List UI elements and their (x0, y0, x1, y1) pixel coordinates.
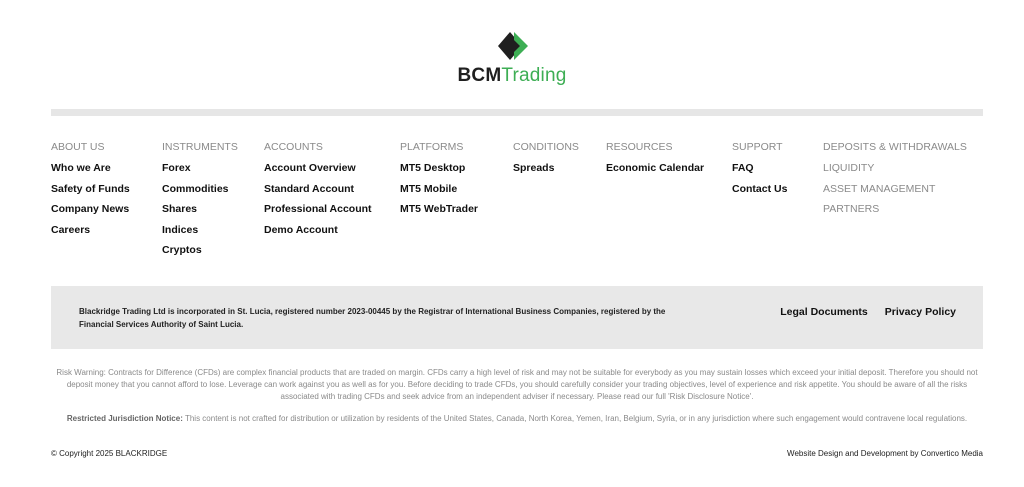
nav-heading-resources[interactable]: RESOURCES (606, 141, 673, 153)
nav-link-who-we-are[interactable]: Who we Are (51, 162, 111, 174)
legal-documents-link[interactable]: Legal Documents (780, 306, 868, 318)
risk-warning: Risk Warning: Contracts for Difference (CFDs) are complex financial products that are traded on margin. CFDs carry a high level of risk and may not be suitable for everybody as you may sustain losses which exceed your initial deposit. Therefore you should not deposit money that you cannot afford to lose. Leverage can work against you as well as for you. Before deciding to trade CFDs, you should carefully consider your trading objectives, level of experience and risk appetite. You should be aware of all the risks associated with trading CFDs and seek advice from an independent adviser if necessary. Please read our full 'Risk Disclosure Notice'. (56, 368, 978, 401)
privacy-policy-link[interactable]: Privacy Policy (884, 306, 956, 318)
nav-link-demo-account[interactable]: Demo Account (264, 223, 338, 236)
restricted-notice-label: Restricted Jurisdiction Notice: (66, 414, 183, 423)
nav-col-accounts (264, 140, 372, 243)
nav-link-economic-calendar[interactable]: Economic Calendar (606, 162, 705, 174)
nav-link-faq[interactable]: FAQ (732, 162, 754, 174)
restricted-notice (51, 413, 983, 425)
nav-link-asset-management[interactable]: ASSET MANAGEMENT (823, 182, 936, 195)
nav-col-deposits (823, 140, 967, 223)
nav-heading-support[interactable]: SUPPORT (732, 141, 783, 153)
nav-link-safety-of-funds[interactable]: Safety of Funds (51, 182, 130, 195)
nav-link-commodities[interactable]: Commodities (162, 182, 229, 195)
design-credit-link[interactable]: Website Design and Development by Convertico Media (787, 449, 983, 458)
nav-col-instruments (162, 140, 238, 264)
nav-link-contact-us[interactable]: Contact Us (732, 182, 788, 195)
nav-heading-conditions[interactable]: CONDITIONS (513, 141, 579, 153)
nav-heading-about[interactable]: ABOUT US (51, 141, 105, 153)
restricted-notice-text: This content is not crafted for distribution or utilization by residents of the United States, Canada, North Korea, Yemen, Iran, Belgium, Syria, or in any jurisdiction where such engagement would contravene local regulations. (182, 414, 968, 423)
nav-link-liquidity[interactable]: LIQUIDITY (823, 162, 875, 174)
nav-link-partners[interactable]: PARTNERS (823, 203, 880, 216)
nav-col-resources (606, 140, 704, 182)
brand-name (458, 65, 567, 87)
nav-heading-accounts[interactable]: ACCOUNTS (264, 141, 323, 153)
nav-link-careers[interactable]: Careers (51, 223, 91, 236)
nav-link-mt5-mobile[interactable]: MT5 Mobile (400, 182, 458, 195)
nav-link-company-news[interactable]: Company News (51, 203, 130, 216)
nav-link-shares[interactable]: Shares (162, 203, 198, 216)
footer-nav (0, 140, 1024, 270)
nav-link-spreads[interactable]: Spreads (513, 162, 555, 174)
nav-col-platforms (400, 140, 478, 223)
nav-col-about (51, 140, 130, 243)
nav-link-cryptos[interactable]: Cryptos (162, 244, 202, 257)
nav-link-standard-account[interactable]: Standard Account (264, 182, 355, 195)
nav-link-mt5-webtrader[interactable]: MT5 WebTrader (400, 203, 478, 216)
bcm-logo-mark-icon (494, 30, 530, 62)
brand-main: BCM (457, 65, 502, 86)
legal-registration-text: Blackridge Trading Ltd is incorporated in St. Lucia, registered number 2023-00445 by the Registrar of International Business Companies, registered by the Financial Services Authority of Saint Lucia. (79, 307, 666, 329)
nav-heading-deposits[interactable]: DEPOSITS & WITHDRAWALS (823, 141, 967, 153)
copyright: © Copyright 2025 BLACKRIDGE (51, 449, 168, 458)
legal-links (780, 306, 956, 318)
bcm-logo[interactable] (0, 30, 1024, 87)
nav-col-conditions (513, 140, 579, 182)
footer-bottom-bar (51, 449, 983, 458)
divider (51, 109, 983, 116)
nav-col-support (732, 140, 787, 202)
nav-heading-instruments[interactable]: INSTRUMENTS (162, 141, 238, 153)
nav-link-account-overview[interactable]: Account Overview (264, 162, 356, 174)
nav-link-professional-account[interactable]: Professional Account (264, 203, 372, 216)
nav-link-mt5-desktop[interactable]: MT5 Desktop (400, 162, 466, 174)
brand-accent: Trading (501, 65, 567, 86)
nav-link-indices[interactable]: Indices (162, 223, 199, 236)
nav-link-forex[interactable]: Forex (162, 162, 191, 174)
nav-heading-platforms[interactable]: PLATFORMS (400, 141, 464, 153)
legal-panel (51, 286, 983, 349)
